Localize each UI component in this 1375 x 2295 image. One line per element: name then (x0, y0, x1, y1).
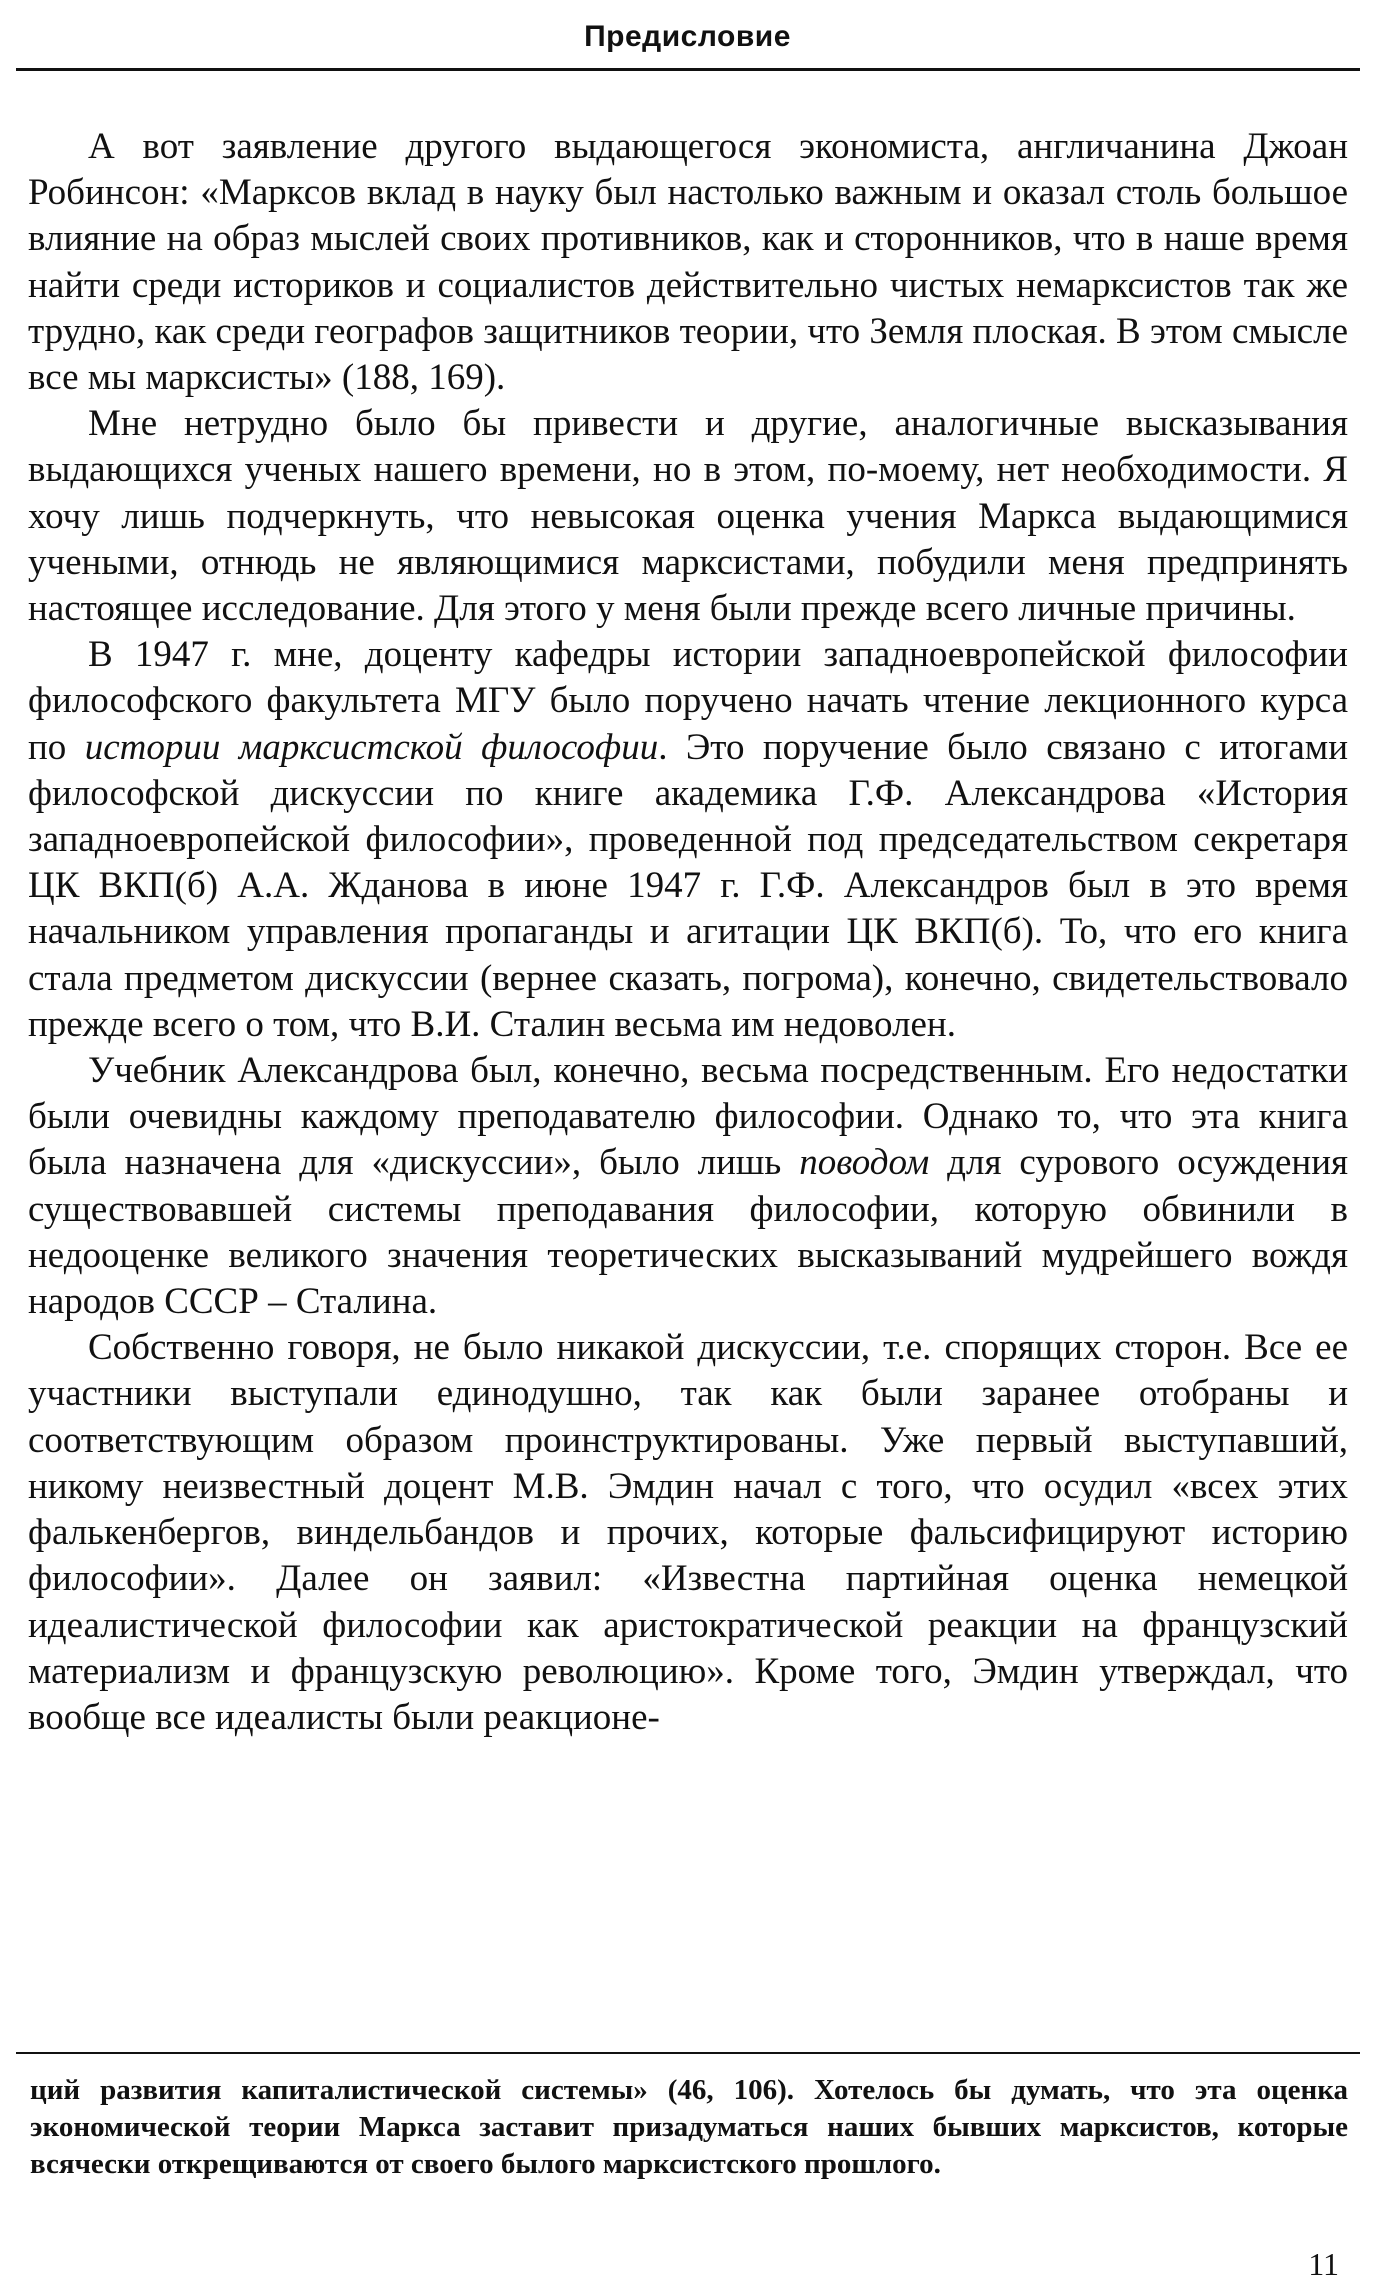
footnote-rule (16, 2052, 1360, 2054)
paragraph (28, 124, 1348, 401)
paragraph-text: В 1947 г. мне, доценту кафедры истории западноевропейской философии философского факультета МГУ было поручено начать чтение лекционного курса по (28, 634, 1348, 768)
paragraph (28, 1325, 1348, 1741)
paragraph-text: А вот заявление другого выдающегося экономиста, англичанина Джоан Робинсон: «Марксов вклад в науку был настолько важным и оказал столь большое влияние на образ мыслей своих противников, как и сторонников, что в наше время найти среди историков и социалистов действительно чистых немарксистов так же трудно, как среди географов защитников теории, что Земля плоская. В этом смысле все мы марксисты» (188, 169). (28, 126, 1348, 399)
paragraph-text: для сурового осуждения существовавшей системы преподавания философии, которую обвинили в недооценке великого значения теоретических высказываний мудрейшего вождя народов СССР – Сталина. (28, 1142, 1349, 1323)
italic-emphasis: поводом (799, 1142, 930, 1184)
paragraph-text: Собственно говоря, не было никакой дискуссии, т.е. спорящих сторон. Все ее участники выступали единодушно, так как были заранее отобраны и соответствующим образом проинструктированы. Уже первый выступавший, никому неизвестный доцент М.В. Эмдин начал с того, что осудил «всех этих фалькенбергов, виндельбандов и прочих, которые фальсифицируют историю философии». Далее он заявил: «Известна партийная оценка немецкой идеалистической философии как аристократической реакции на французский материализм и французскую революцию». Кроме того, Эмдин утверждал, что вообще все идеалисты были реакционе- (28, 1327, 1348, 1738)
paragraph (28, 401, 1348, 632)
paragraph (28, 632, 1348, 1048)
footnote-text: ций развития капиталистической системы» (46, 106). Хотелось бы думать, что эта оценка экономической теории Маркса заставит призадуматься наших бывших марксистов, которые всячески открещиваются от своего былого марксистского прошлого. (30, 2074, 1348, 2180)
paragraph-text: . Это поручение было связано с итогами философской дискуссии по книге академика Г.Ф. Александрова «История западноевропейской философии», проведенной под председательством секретаря ЦК ВКП(б) А.А. Жданова в июне 1947 г. Г.Ф. Александров был в это время начальником управления пропаганды и агитации ЦК ВКП(б). То, что его книга стала предметом дискуссии (вернее сказать, погрома), конечно, свидетельствовало прежде всего о том, что В.И. Сталин весьма им недоволен. (28, 726, 1348, 1045)
header-rule (16, 68, 1360, 71)
paragraph-text: Учебник Александрова был, конечно, весьма посредственным. Его недостатки были очевидны каждому преподавателю философии. Однако то, что эта книга была назначена для «дискуссии», было лишь (28, 1050, 1348, 1184)
main-text (28, 124, 1348, 1741)
running-head-title: Предисловие (584, 20, 791, 53)
paragraph-text: Мне нетрудно было бы привести и другие, аналогичные высказывания выдающихся ученых нашего времени, но в этом, по-моему, нет необходимости. Я хочу лишь подчеркнуть, что невысокая оценка учения Маркса выдающимися учеными, отнюдь не являющимися марксистами, побудили меня предпринять настоящее исследование. Для этого у меня были прежде всего личные причины. (28, 403, 1348, 630)
page-number: 11 (1308, 2246, 1339, 2282)
footnote (30, 2072, 1348, 2183)
italic-emphasis: истории марксистской философии (84, 726, 659, 768)
paragraph (28, 1048, 1348, 1325)
